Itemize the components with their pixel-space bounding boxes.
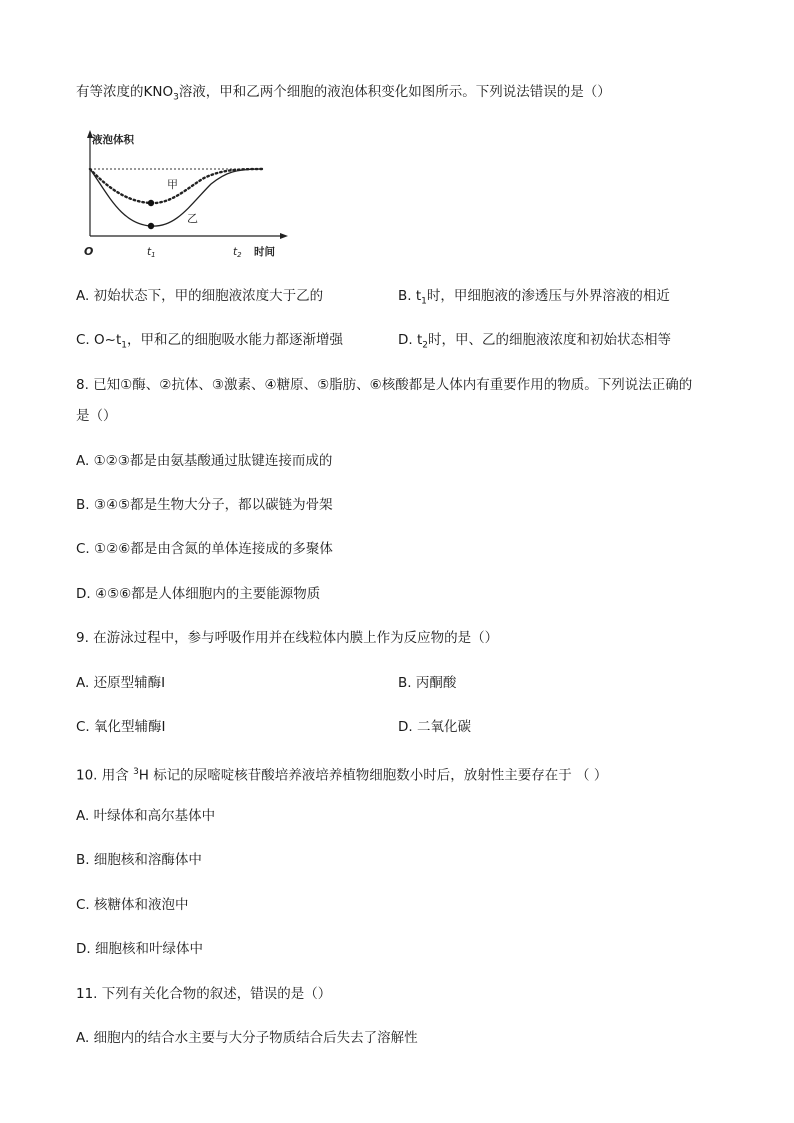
q7-option-b: B. $t_1$时，甲细胞液的渗透压与外界溶液的相近	[398, 288, 670, 307]
q9-stem: 9. 在游泳过程中，参与呼吸作用并在线粒体内膜上作为反应物的是（）	[76, 630, 499, 646]
vacuole-volume-figure	[76, 124, 296, 264]
q9-option-b: B. 丙酮酸	[398, 675, 457, 691]
q7-option-a: A. 初始状态下，甲的细胞液浓度大于乙的	[76, 288, 324, 304]
question-7-stem	[76, 82, 611, 108]
q8-option-b: B. ③④⑤都是生物大分子，都以碳链为骨架	[76, 497, 333, 513]
q10-option-d: D. 细胞核和叶绿体中	[76, 941, 203, 957]
stem-text-post: 溶液，甲和乙两个细胞的液泡体积变化如图所示。下列说法错误的是（）	[178, 84, 611, 100]
q11-option-a: A. 细胞内的结合水主要与大分子物质结合后失去了溶解性	[76, 1030, 418, 1046]
point-yi-min	[148, 223, 154, 229]
stem-subscript: 3	[173, 92, 179, 103]
q8-option-a: A. ①②③都是由氨基酸通过肽键连接而成的	[76, 453, 333, 469]
q8-option-d: D. ④⑤⑥都是人体细胞内的主要能源物质	[76, 586, 321, 602]
t1-label: t1	[147, 246, 156, 259]
x-axis-label: 时间	[254, 246, 275, 258]
t2-label: t2	[233, 246, 242, 259]
x-axis-arrow	[280, 233, 288, 239]
point-jia-min	[148, 200, 154, 206]
q8-stem-line1: 8. 已知①酶、②抗体、③激素、④糖原、⑤脂肪、⑥核酸都是人体内有重要作用的物质。下列说法正确的	[76, 377, 693, 393]
series-label-jia: 甲	[167, 178, 178, 191]
q10-option-a: A. 叶绿体和高尔基体中	[76, 808, 216, 824]
q10-option-c: C. 核糖体和液泡中	[76, 897, 189, 913]
stem-text-pre: 有等浓度的KNO	[76, 84, 174, 100]
q9-option-d: D. 二氧化碳	[398, 719, 471, 735]
y-axis-label: 液泡体积	[92, 134, 134, 146]
series-label-yi: 乙	[187, 212, 198, 225]
q10-option-b: B. 细胞核和溶酶体中	[76, 852, 202, 868]
origin-label: O	[84, 245, 94, 258]
q8-option-c: C. ①②⑥都是由含氮的单体连接成的多聚体	[76, 541, 333, 557]
q7-option-d: D. $t_2$时，甲、乙的细胞液浓度和初始状态相等	[398, 332, 672, 351]
q9-option-a: A. 还原型辅酶Ⅰ	[76, 675, 166, 691]
q11-stem: 11. 下列有关化合物的叙述，错误的是（）	[76, 986, 332, 1002]
q10-stem: 10. 用含 $^3$H 标记的尿嘧啶核苷酸培养液培养植物细胞数小时后，放射性主要存在于 （ ）	[76, 767, 608, 784]
q8-stem-line2: 是（）	[76, 408, 117, 424]
q9-option-c: C. 氧化型辅酶Ⅰ	[76, 719, 166, 735]
q7-option-c: C. $O\sim t_1$，甲和乙的细胞吸水能力都逐渐增强	[76, 332, 343, 351]
